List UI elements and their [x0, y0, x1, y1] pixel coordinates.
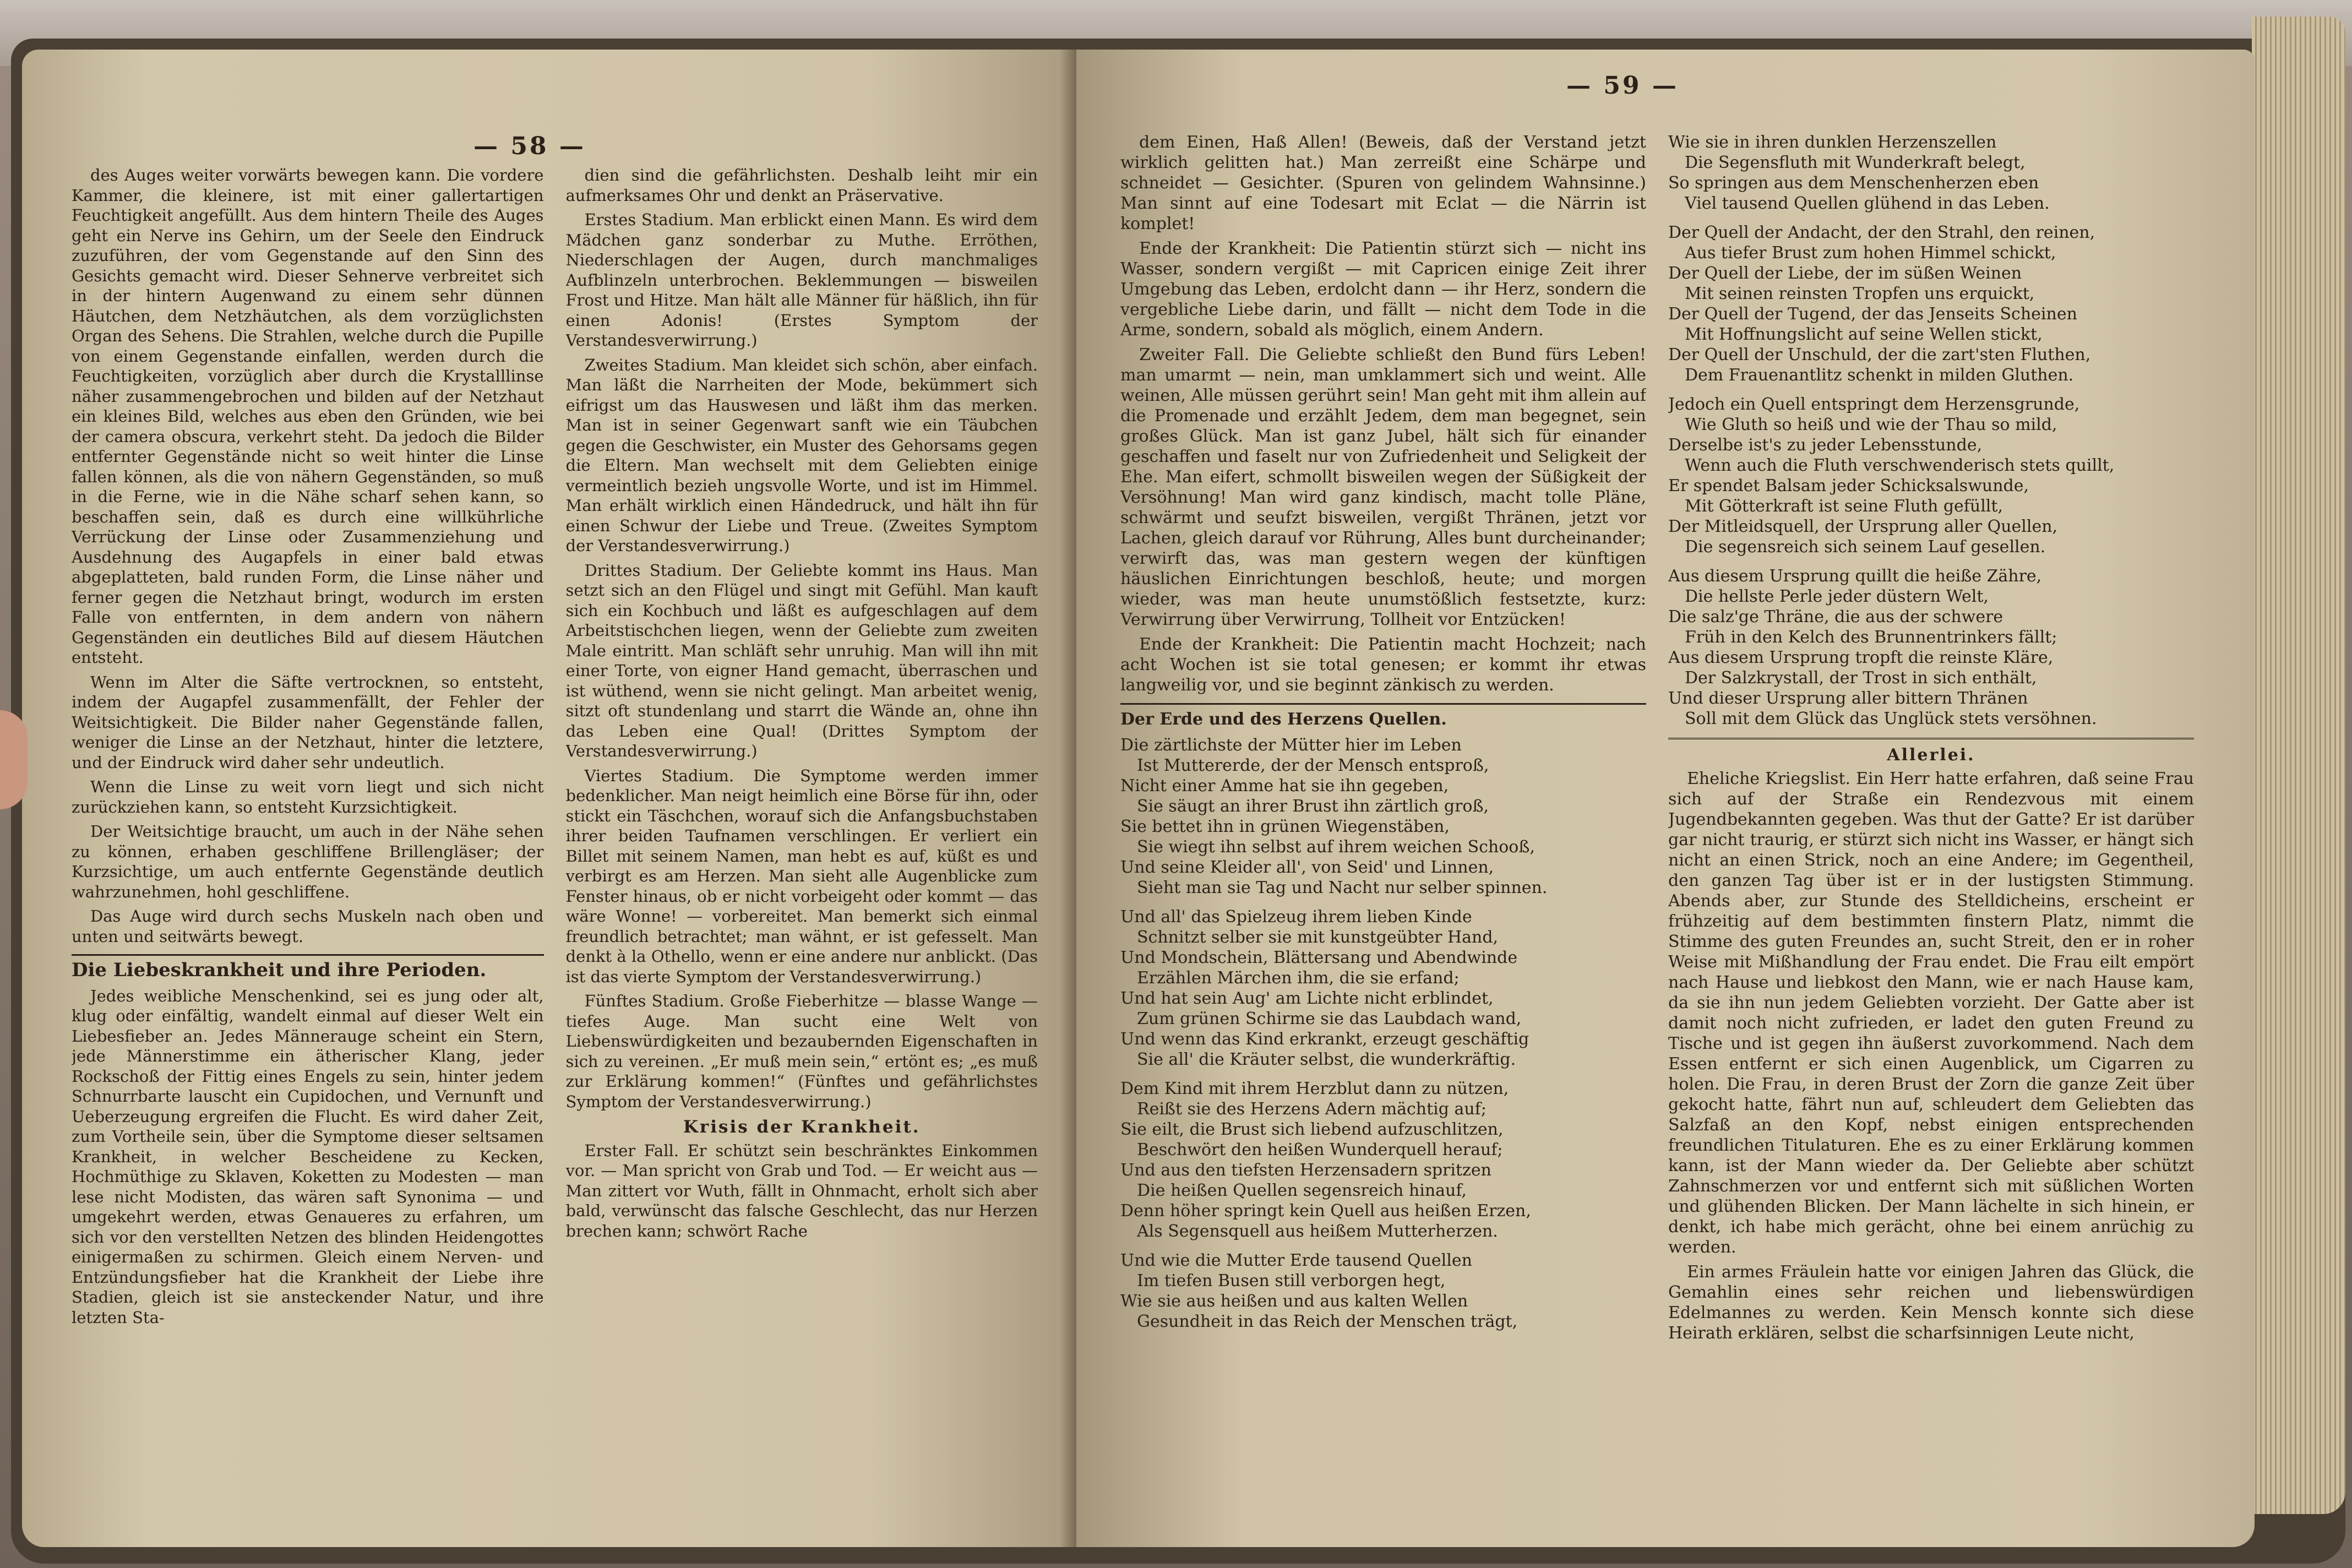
paragraph: Eheliche Kriegslist. Ein Herr hatte erfahren, daß seine Frau sich auf der Straße ein Rendezvous mit einem Jugendbekannten gegeben. Was thut der Gatte? Er ist darüber gar nicht traurig, er stürzt sich nicht ins Wasser, er hängt sich nicht an einen Strick, noch an eine Andere; im Gegentheil, den ganzen Tag über ist er in der lustigsten Stimmung. Abends aber, zur Stunde des Stelldicheins, erscheint er frühzeitig auf dem bestimmten finstern Platz, nimmt die Stimme des guten Freundes an, sucht Streit, den er in roher Weise mit Mißhandlung der Frau endet. Die Frau eilt empört nach Hause und liebkost den Mann, wie er nach Hause kam, da sie ihn nun jedem Geliebten vorzieht. Der Gatte aber ist damit noch nicht zufrieden, er ladet den guten Freund zu Tische und ist gegen ihn äußerst zuvorkommend. Nach dem Essen entfernt er sich einen Augenblick, um Cigarren zu holen. Die Frau, in deren Brust der Zorn die ganze Zeit über gekocht hatte, fährt nun auf, schleudert dem Geliebten das Salzfaß an den Kopf, nebst einigen entsprechenden freundlichen Titulaturen. Ehe es zu einer Erklärung kommen kann, ist der Mann wieder da. Der Geliebte aber schützt Zahnschmerzen vor und entfernt sich mit süßlichen Worten und glühenden Blicken. Der Mann lächelte in sich hinein, er denkt, ich habe mich gerächt, ohne bei einem anrüchig zu werden. [1668, 769, 2194, 1257]
paragraph: Zweites Stadium. Man kleidet sich schön, aber einfach. Man läßt die Narrheiten der Mode, bekümmert sich eifrigst um das Hauswesen und läßt ihm das merken. Man ist in seiner Gegenwart sanft wie ein Täubchen gegen die Geschwister, ein Muster des Gehorsams gegen die Eltern. Man wechselt mit dem Geliebten einige vermeintlich bezieh ungsvolle Worte, und ist im Himmel. Man erhält wirklich einen Händedruck, und hält ihn für einen Schwur der Liebe und Treue. (Zweites Symptom der Verstandesverwirrung.) [565, 355, 1038, 555]
poem-line: Der Quell der Tugend, der das Jenseits Scheinen [1668, 304, 2077, 324]
paragraph: Viertes Stadium. Die Symptome werden immer bedenklicher. Man neigt heimlich eine Börse für ihn, oder stickt ein Täschchen, worauf sich die Anfangsbuchstaben ihrer beiden Taufnamen verschlingen. Er verliert ein Billet mit seinem Namen, man hebt es auf, küßt es und verbirgt es am Herzen. Man sieht alle Augenblicke zum Fenster hinaus, ob er nicht vorbeigeht oder kommt — das wäre Wonne! — vorbereitet. Man bemerkt sich einmal freundlich betrachtet; man wähnt, er ist gefesselt. Man denkt à la Othello, wenn er eine andere nur anblickt. (Das ist das vierte Symptom der Verstandesverwirrung.) [565, 766, 1038, 986]
poem-line: Aus diesem Ursprung quillt die heiße Zähre, [1668, 567, 2042, 586]
paragraph: Erster Fall. Er schützt sein beschränktes Einkommen vor. — Man spricht von Grab und Tod. — Er weicht aus — Man zittert vor Wuth, fällt in Ohnmacht, erholt sich aber bald, verwünscht das falsche Geschlecht, das nur Herzen brechen kann; schwört Rache [565, 1141, 1038, 1240]
poem-stanza [1120, 907, 1646, 1070]
poem-line: Zum grünen Schirme sie das Laubdach wand, [1137, 1009, 1522, 1028]
paragraph-group [72, 986, 544, 1328]
poem-line: Und wenn das Kind erkrankt, erzeugt geschäftig [1120, 1030, 1529, 1049]
poem-line: Dem Kind mit ihrem Herzblut dann zu nützen, [1120, 1079, 1509, 1098]
right-page [1076, 50, 2255, 1547]
paragraph: Ende der Krankheit: Die Patientin stürzt sich — nicht ins Wasser, sondern vergißt — mit Capricen einige Zeit ihrer Umgebung das Leben, erdolcht dann — ihr Herz, sondern die vergebliche Liebe darin, und fällt — nicht dem Tode in die Arme, sondern, sobald als möglich, einem Andern. [1120, 239, 1646, 340]
poem-line: Der Quell der Liebe, der im süßen Weinen [1668, 264, 2022, 283]
poem-stanza [1668, 222, 2194, 385]
poem-stanza [1120, 735, 1646, 898]
poem-line: Die hellste Perle jeder düstern Welt, [1685, 587, 1989, 606]
poem-line: Die Segensfluth mit Wunderkraft belegt, [1685, 153, 2026, 172]
paragraph-group [1668, 769, 2194, 1343]
poem-line: Er spendet Balsam jeder Schicksalswunde, [1668, 476, 2029, 496]
poem-line: Der Salzkrystall, der Trost in sich enthält, [1685, 668, 2037, 688]
paragraph: Das Auge wird durch sechs Muskeln nach oben und unten und seitwärts bewegt. [72, 907, 544, 946]
right-page-column-1 [1120, 132, 1646, 1531]
poem-line: Wie sie in ihren dunklen Herzenszellen [1668, 133, 1997, 152]
poem-line: Und Mondschein, Blättersang und Abendwinde [1120, 948, 1518, 967]
poem-line: Aus diesem Ursprung tropft die reinste Kläre, [1668, 648, 2054, 667]
poem-line: Der Quell der Unschuld, der die zart'sten Fluthen, [1668, 345, 2091, 364]
poem-line: So springen aus dem Menschenherzen eben [1668, 173, 2039, 193]
poem-stanza [1120, 1250, 1646, 1332]
poem-line: Die segensreich sich seinem Lauf gesellen. [1685, 537, 2046, 557]
poem-line: Im tiefen Busen still verborgen hegt, [1137, 1271, 1446, 1291]
paragraph: Wenn im Alter die Säfte vertrocknen, so entsteht, indem der Augapfel zusammenfällt, der Fehler der Weitsichtigkeit. Die Bilder naher Gegenstände fallen, weniger die Linse an der Netzhaut, hinter die letztere, und der Eindruck wird daher sehr undeutlich. [72, 672, 544, 772]
poem-line: Wie sie aus heißen und aus kalten Wellen [1120, 1292, 1468, 1311]
page-number-right: — 59 — [1566, 72, 1679, 100]
right-page-column-2 [1668, 132, 2194, 1531]
paragraph: Ende der Krankheit: Die Patientin macht Hochzeit; nach acht Wochen ist sie total genesen; er kommt ihr etwas langweilig vor, und sie beginnt zänkisch zu werden. [1120, 635, 1646, 695]
thumb [0, 710, 28, 809]
paragraph-group [566, 165, 1038, 1112]
poem-line: Wenn auch die Fluth verschwenderisch stets quillt, [1685, 456, 2115, 475]
poem-stanza [1120, 1079, 1646, 1242]
poem-line: Erzählen Märchen ihm, die sie erfand; [1137, 968, 1460, 988]
poem-line: Beschwört den heißen Wunderquell herauf; [1137, 1140, 1503, 1159]
poem-continued [1668, 132, 2194, 729]
book-fore-edge [2252, 17, 2345, 1514]
paragraph: des Auges weiter vorwärts bewegen kann. Die vordere Kammer, die kleinere, ist mit einer gallertartigen Feuchtigkeit angefüllt. Aus dem hintern Theile des Auges geht ein Nerve ins Gehirn, um der Seele den Eindruck zuzuführen, der vom Gegenstande auf den Sinn des Gesichts gemacht wird. Dieser Sehnerve verbreitet sich in der hintern Augenwand zu einem sehr dünnen Häutchen, dem Netzhäutchen, als dem vorzüglichsten Organ des Sehens. Die Strahlen, welche durch die Pupille von einem Gegenstande einfallen, werden durch die Feuchtigkeiten, vorzüglich aber durch die Krystalllinse näher zusammengebrochen und bilden auf der Netzhaut ein kleines Bild, welches aus eben den Gründen, wie bei der camera obscura, verkehrt steht. Da jedoch die Bilder entfernter Gegenstände nicht so weit hinter die Linse fallen können, als die von nähern Gegenständen, so muß in die Ferne, wie in die Nähe scharf sehen kann, so beschaffen sein, daß es durch eine willkührliche Verrückung der Linse oder Zusammenziehung und Ausdehnung des Augapfels in einer bald etwas abgeplatteten, bald runden Form, die Linse näher und ferner gegen die Netzhaut bringt, wodurch im ersten Falle von entfernten, in dem andern von nähern Gegenständen ein deutliches Bild auf diesem Häutchen entsteht. [72, 166, 544, 667]
divider [1668, 738, 2194, 739]
poem-line: Der Quell der Andacht, der den Strahl, den reinen, [1668, 223, 2095, 242]
poem-stanza [1668, 566, 2194, 729]
poem-line: Und seine Kleider all', von Seid' und Linnen, [1120, 858, 1494, 877]
paragraph-group [72, 165, 544, 946]
poem-line: Ist Muttererde, der der Mensch entsproß, [1137, 756, 1489, 775]
poem [1120, 735, 1646, 1332]
poem-line: Die heißen Quellen segensreich hinauf, [1137, 1181, 1467, 1200]
poem-line: Sie wiegt ihn selbst auf ihrem weichen Schooß, [1137, 837, 1535, 857]
paragraph: dem Einen, Haß Allen! (Beweis, daß der Verstand jetzt wirklich gelitten hat.) Man zerreißt eine Schärpe und schneidet — Gesichter. (Spuren von gelindem Wahnsinne.) Man sinnt auf eine Todesart mit Eclat — die Närrin ist komplet! [1120, 133, 1646, 233]
poem-line: Früh in den Kelch des Brunnentrinkers fällt; [1685, 628, 2057, 647]
poem-line: Sie säugt an ihrer Brust ihn zärtlich groß, [1137, 797, 1489, 816]
poem-line: Der Mitleidsquell, der Ursprung aller Quellen, [1668, 517, 2058, 536]
poem-line: Gesundheit in das Reich der Menschen trägt, [1137, 1312, 1518, 1331]
poem-line: Und hat sein Aug' am Lichte nicht erblindet, [1120, 989, 1494, 1008]
poem-line: Mit Götterkraft ist seine Fluth gefüllt, [1685, 497, 2003, 516]
poem-line: Schnitzt selber sie mit kunstgeübter Hand, [1137, 928, 1499, 947]
poem-line: Sie all' die Kräuter selbst, die wunderkräftig. [1137, 1050, 1516, 1069]
left-page [22, 50, 1076, 1547]
poem-line: Und dieser Ursprung aller bittern Thränen [1668, 689, 2028, 708]
poem-line: Und wie die Mutter Erde tausend Quellen [1120, 1251, 1472, 1270]
paragraph: Zweiter Fall. Die Geliebte schließt den Bund fürs Leben! man umarmt — nein, man umklammert sich und weint. Alle weinen, Alle müssen gerührt sein! Man geht mit ihm allein auf die Promenade und erzählt Jedem, dem man begegnet, sein großes Glück. Man ist ganz Jubel, hält sich für einander geschaffen und faselt nur von Zufriedenheit und Seligkeit der Ehe. Man eifert, schmollt bisweilen wegen der Süßigkeit der Versöhnung! Man wird ganz kindisch, macht tolle Pläne, schwärmt und seufzt bisweilen, vergißt Thränen, jetzt vor Lachen, gleich darauf vor Rührung, Alles bunt durcheinander; verwirft das, was man gestern wegen der künftigen häuslichen Einrichtungen beschloß, heute; und morgen wieder, was man heute unumstößlich festsetzte, kurz: Verwirrung über Verwirrung, Tollheit vor Entzücken! [1120, 345, 1646, 629]
left-page-column-2 [566, 165, 1038, 1547]
poem-stanza [1668, 394, 2194, 557]
paragraph-group [566, 1141, 1038, 1242]
left-page-column-1 [72, 165, 544, 1547]
paragraph: Wenn die Linse zu weit vorn liegt und sich nicht zurückziehen kann, so entsteht Kurzsichtigkeit. [72, 777, 544, 816]
poem-line: Sieht man sie Tag und Nacht nur selber spinnen. [1137, 878, 1548, 897]
poem-stanza [1668, 132, 2194, 214]
paragraph: dien sind die gefährlichsten. Deshalb leiht mir ein aufmerksames Ohr und denkt an Präservative. [565, 166, 1038, 205]
poem-line: Nicht einer Amme hat sie ihn gegeben, [1120, 776, 1449, 796]
poem-line: Denn höher springt kein Quell aus heißen Erzen, [1120, 1201, 1531, 1221]
paragraph: Erstes Stadium. Man erblickt einen Mann. Es wird dem Mädchen ganz sonderbar zu Muthe. Erröthen, Niederschlagen der Augen, durch manchmaliges Aufblinzeln unterbrochen. Beklemmungen — bisweilen Frost und Hitze. Man hält alle Männer für häßlich, ihn für einen Adonis! (Erstes Symptom der Verstandesverwirrung.) [565, 210, 1038, 350]
paragraph: Fünftes Stadium. Große Fieberhitze — blasse Wange — tiefes Auge. Man sucht eine Welt von Liebenswürdigkeiten und bezaubernden Eigenschaften in sich zu vereinen. „Er muß mein sein,“ ertönt es; „es muß zur Erklärung kommen!“ (Fünftes und gefährlichstes Symptom der Verstandesverwirrung.) [565, 992, 1038, 1111]
poem-line: Die salz'ge Thräne, die aus der schwere [1668, 607, 2003, 627]
paragraph: Jedes weibliche Menschenkind, sei es jung oder alt, klug oder einfältig, wandelt einmal auf dieser Welt ein Liebesfieber an. Jedes Männerauge scheint ein Stern, jede Männerstimme ein ätherischer Klang, jeder Rockschoß der Fittig eines Engels zu sein, hinter jedem Schnurrbarte lauscht ein Cupidochen, und Vernunft und Ueberzeugung ergreifen die Flucht. Es wird daher Zeit, zum Vortheile sein, über die Symptome dieser seltsamen Krankheit, in welcher Bescheidene zu Kecken, Hochmüthige zu Sklaven, Koketten zu Modesten — man lese nicht Modisten, das wären saft Synonima — und umgekehrt werden, etwas Genaueres zu erfahren, um sich vor den verstellten Netzen des blinden Heidengottes einigermaßen zu schirmen. Gleich einem Nerven- und Entzündungsfieber hat die Krankheit der Liebe ihre Stadien, gleich ist sie ansteckender Natur, und ihre letzten Sta- [72, 986, 544, 1327]
section-title-liebeskrankheit: Die Liebeskrankheit und ihre Perioden. [72, 954, 544, 981]
poem-line: Und all' das Spielzeug ihrem lieben Kinde [1120, 907, 1472, 927]
page-number-left: — 58 — [473, 132, 586, 160]
poem-line: Sie eilt, die Brust sich liebend aufzuschlitzen, [1120, 1120, 1504, 1139]
section-title-allerlei: Allerlei. [1887, 745, 1975, 765]
paragraph-group [1120, 132, 1646, 695]
poem-line: Und aus den tiefsten Herzensadern spritzen [1120, 1161, 1491, 1180]
poem-line: Soll mit dem Glück das Unglück stets versöhnen. [1685, 709, 2097, 728]
poem-line: Viel tausend Quellen glühend in das Leben. [1685, 194, 2050, 213]
section-title-krisis: Krisis der Krankheit. [683, 1117, 921, 1137]
poem-line: Die zärtlichste der Mütter hier im Leben [1120, 736, 1462, 755]
poem-line: Wie Gluth so heiß und wie der Thau so mild, [1685, 415, 2057, 434]
paragraph: Der Weitsichtige braucht, um auch in der Nähe sehen zu können, erhaben geschliffene Brillengläser; der Kurzsichtige, um auch entfernte Gegenstände deutlich wahrzunehmen, hohl geschliffene. [72, 822, 544, 901]
paragraph: Drittes Stadium. Der Geliebte kommt ins Haus. Man setzt sich an den Flügel und singt mit Gefühl. Man kauft sich ein Kochbuch und läßt es aufgeschlagen auf dem Arbeitstischchen liegen, wenn der Geliebte zum zweiten Male eintritt. Man schläft sehr unruhig. Man will ihn mit einer Torte, von eigner Hand gemacht, überraschen und ist wüthend, wenn sie nicht gelingt. Man arbeitet wenig, sitzt oft stundenlang und starrt die Wände an, ohne ihn das Leben eine Qual! (Drittes Symptom der Verstandesverwirrung.) [565, 560, 1038, 760]
poem-line: Dem Frauenantlitz schenkt in milden Gluthen. [1685, 366, 2074, 385]
poem-line: Als Segensquell aus heißem Mutterherzen. [1137, 1222, 1498, 1241]
poem-line: Sie bettet ihn in grünen Wiegenstäben, [1120, 817, 1450, 836]
poem-line: Mit seinen reinsten Tropfen uns erquickt, [1685, 284, 2035, 303]
paragraph: Ein armes Fräulein hatte vor einigen Jahren das Glück, die Gemahlin eines sehr reichen und liebenswürdigen Edelmannes zu werden. Kein Mensch konnte sich diese Heirath erklären, selbst die scharfsinnigen Leute nicht, [1668, 1262, 2194, 1343]
poem-line: Reißt sie des Herzens Adern mächtig auf; [1137, 1099, 1487, 1119]
poem-line: Derselbe ist's zu jeder Lebensstunde, [1668, 435, 1983, 455]
poem-line: Aus tiefer Brust zum hohen Himmel schickt, [1685, 243, 2056, 263]
poem-title: Der Erde und des Herzens Quellen. [1120, 703, 1646, 729]
poem-line: Mit Hoffnungslicht auf seine Wellen stickt, [1685, 325, 2043, 344]
poem-line: Jedoch ein Quell entspringt dem Herzensgrunde, [1668, 395, 2080, 414]
